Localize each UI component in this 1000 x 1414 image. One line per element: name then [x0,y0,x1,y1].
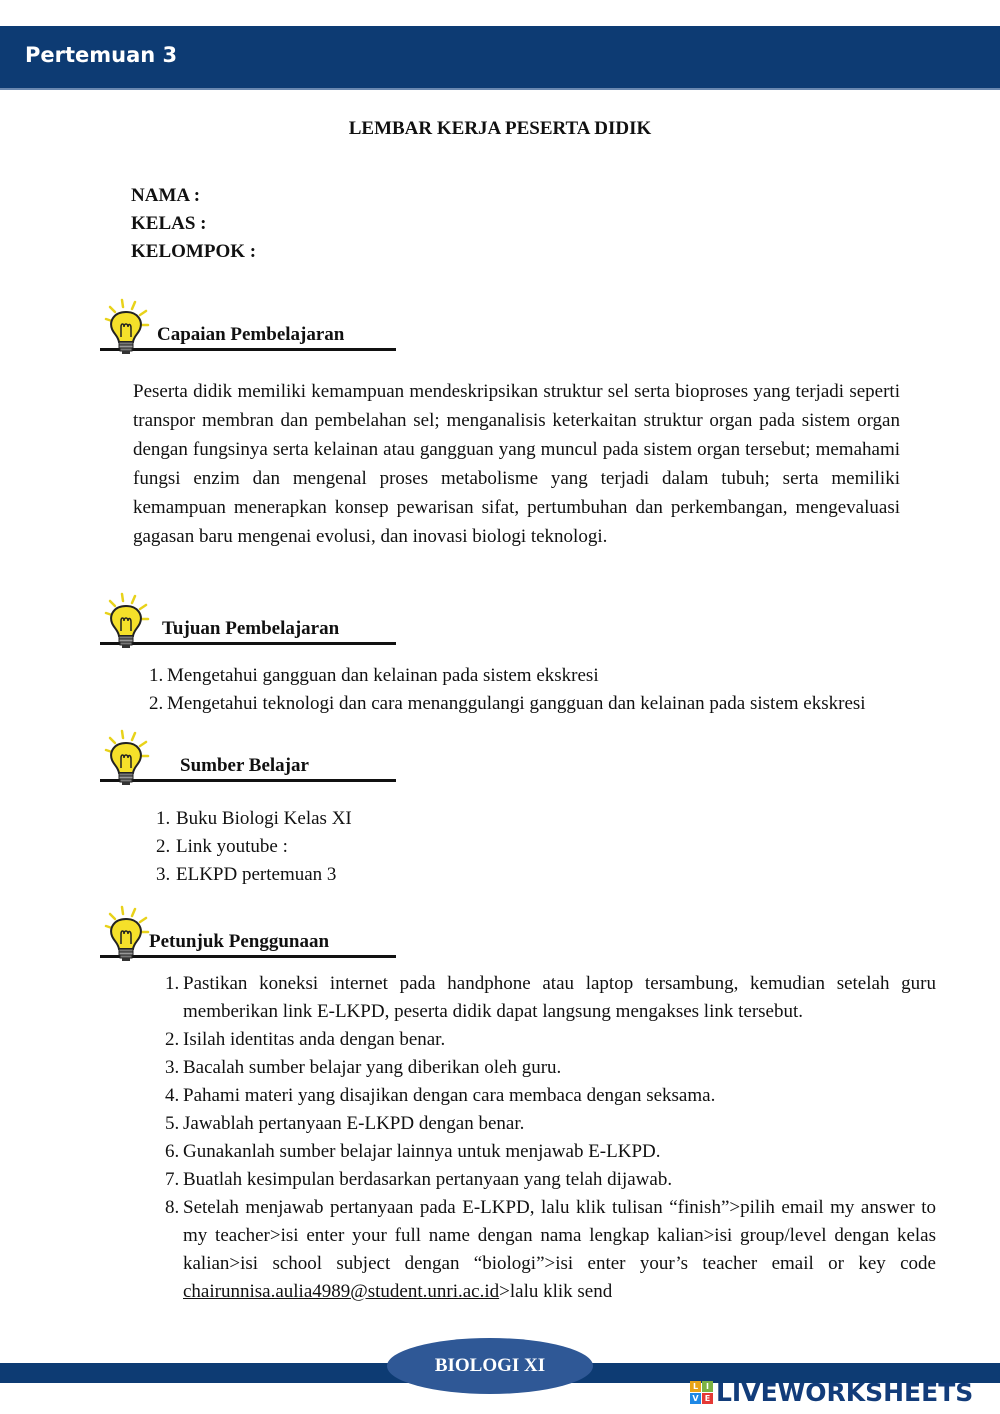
list-item: 2. Mengetahui teknologi dan cara menanggulangi gangguan dan kelainan pada sistem ekskresi [149,693,866,714]
lightbulb-icon [100,591,152,651]
list-item: 2. Link youtube : [156,836,288,857]
name-field-label: NAMA : [131,185,201,206]
liveworksheets-brand [690,1378,973,1407]
list-item: 3. ELKPD pertemuan 3 [156,864,337,885]
document-title: LEMBAR KERJA PESERTA DIDIK [348,118,652,139]
section-header-sumber [100,728,396,788]
petunjuk-list [165,970,936,1306]
group-field-label: KELOMPOK : [131,241,257,262]
lightbulb-icon [100,904,152,964]
capaian-paragraph: Peserta didik memiliki kemampuan mendeskripsikan struktur sel serta bioproses yang terjadi seperti transpor membran dan pembelahan sel; menganalisis keterkaitan struktur organ pada sistem organ dengan fungsinya serta kelainan atau gangguan yang muncul pada sistem organ tersebut; memahami fungsi enzim dan mengenal proses metabolisme yang terjadi dalam tubuh; serta memiliki kemampuan menerapkan konsep pewarisan sifat, pertumbuhan dan perkembangan, mengevaluasi gagasan baru mengenai evolusi, dan inovasi biologi teknologi. [133,381,900,547]
liveworksheets-logo-icon: L I V E [690,1381,713,1404]
list-item: 4. Pahami materi yang disajikan dengan cara membaca dengan seksama. [165,1085,716,1106]
list-item: 1. Buku Biologi Kelas XI [156,808,352,829]
sumber-list [156,805,656,889]
section-heading-sumber: Sumber Belajar [180,755,309,776]
section-heading-petunjuk: Petunjuk Penggunaan [149,931,330,952]
lightbulb-icon [100,728,152,788]
list-item: 1. Mengetahui gangguan dan kelainan pada sistem ekskresi [149,665,599,686]
list-item: 7. Buatlah kesimpulan berdasarkan pertanyaan yang telah dijawab. [165,1169,673,1190]
list-item: 6. Gunakanlah sumber belajar lainnya untuk menjawab E-LKPD. [165,1141,661,1162]
tujuan-list [149,662,900,718]
list-item: 2. Isilah identitas anda dengan benar. [165,1029,446,1050]
lightbulb-icon [100,297,152,357]
identity-fields [131,182,256,266]
liveworksheets-wordmark: LIVEWORKSHEETS [716,1378,974,1407]
teacher-email-link[interactable]: chairunnisa.aulia4989@student.unri.ac.id [183,1281,500,1302]
section-header-capaian [100,297,396,357]
list-item: 1. Pastikan koneksi internet pada handphone atau laptop tersambung, kemudian setelah guru memberikan link E-LKPD, peserta didik dapat langsung mengakses link tersebut. [165,973,936,1022]
list-item: 5. Jawablah pertanyaan E-LKPD dengan benar. [165,1113,525,1134]
section-heading-capaian: Capaian Pembelajaran [157,324,345,345]
header-title: Pertemuan 3 [25,43,178,67]
subject-badge: BIOLOGI XI [387,1338,593,1394]
list-item: 8. Setelah menjawab pertanyaan pada E-LKPD, lalu klik tulisan “finish”>pilih email my answer to my teacher>isi enter your full name dengan nama lengkap kalian>isi group/level dengan kelas kalian>isi school subject dengan “biologi”>isi enter your’s teacher email or key code chairunnisa.aulia4989@student.unri.ac.id>lalu klik send [165,1197,936,1302]
section-header-tujuan [100,591,396,651]
class-field-label: KELAS : [131,213,207,234]
section-heading-tujuan: Tujuan Pembelajaran [162,618,340,639]
header-bar [0,26,1000,90]
section-header-petunjuk [100,904,396,964]
list-item: 3. Bacalah sumber belajar yang diberikan oleh guru. [165,1057,562,1078]
